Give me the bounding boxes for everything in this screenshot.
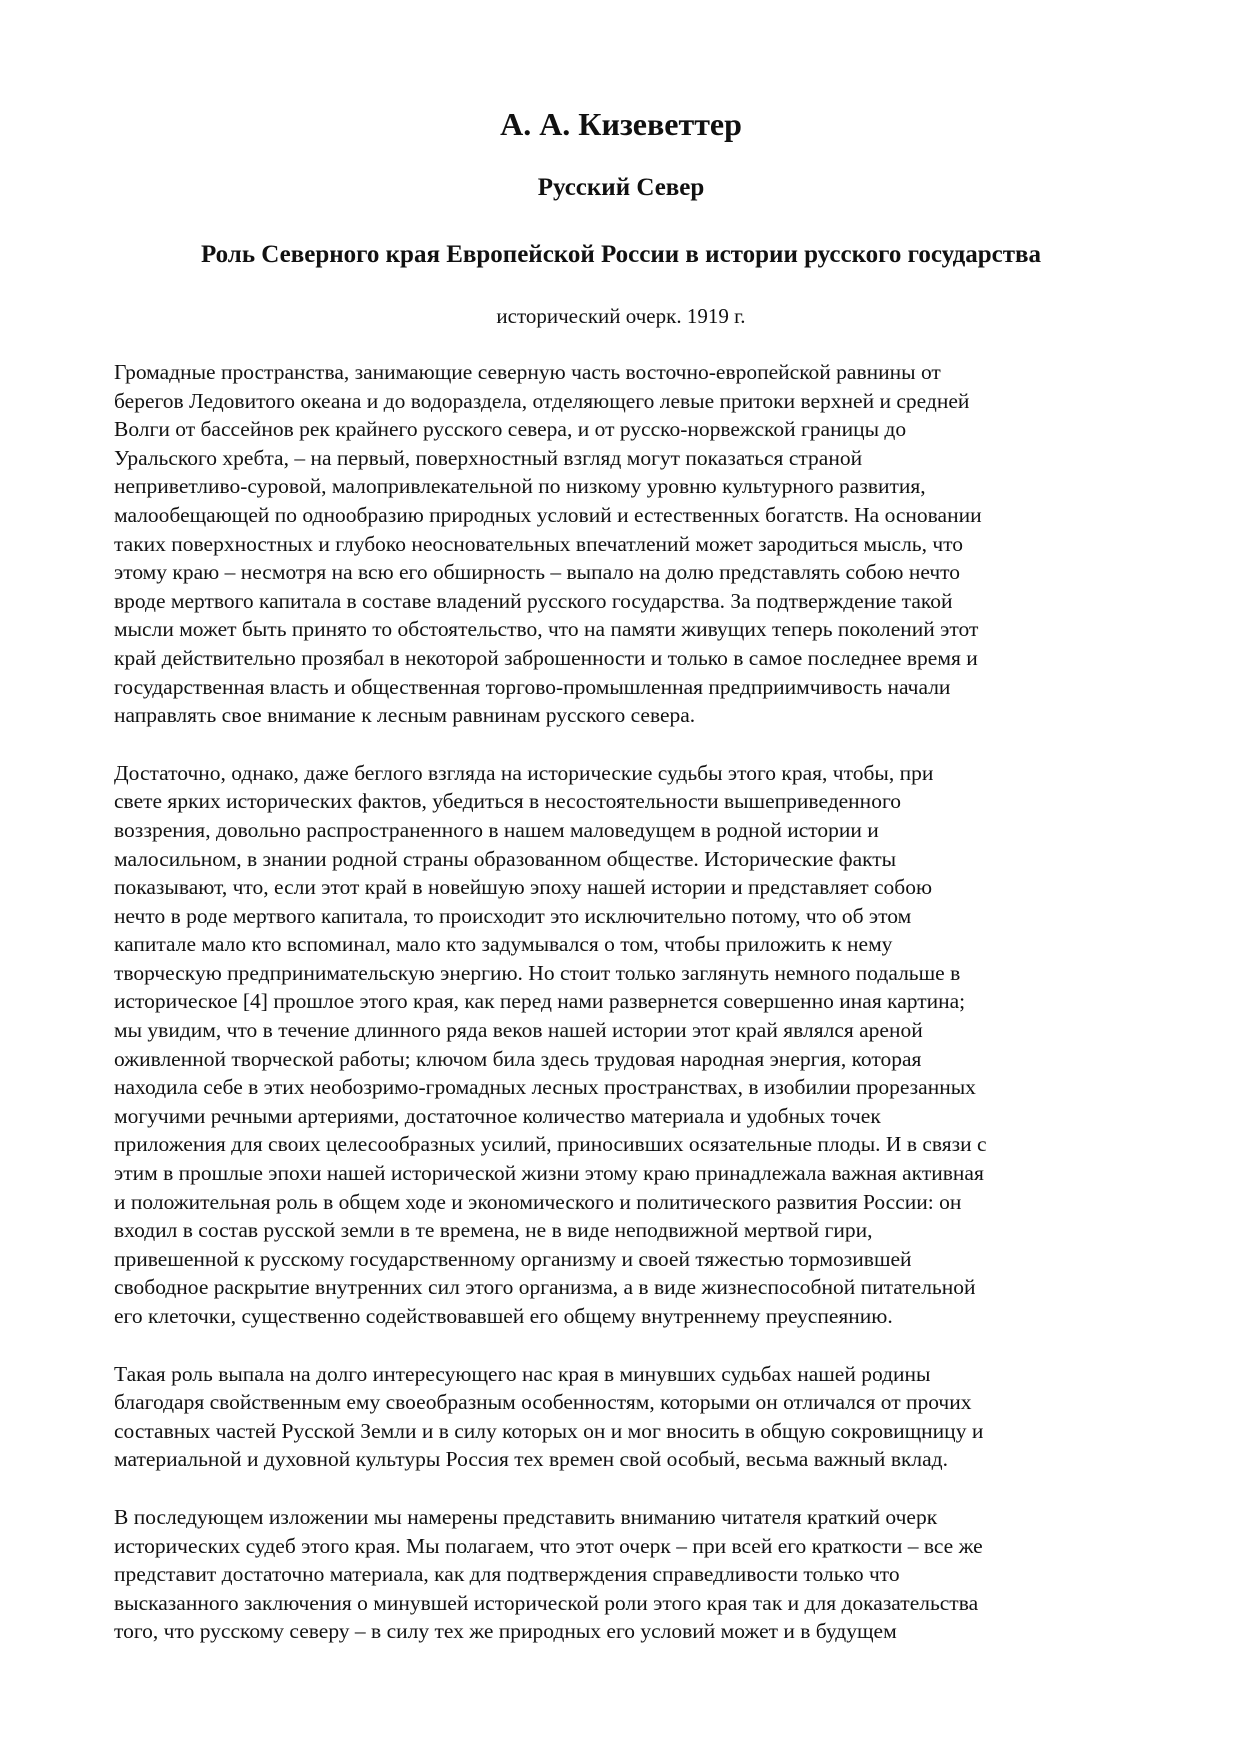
paragraph-line: свете ярких исторических фактов, убедиться в несостоятельности вышеприведенного [114, 789, 901, 814]
paragraph [114, 759, 1134, 1331]
paragraph-line: свободное раскрытие внутренних сил этого организма, а в виде жизнеспособной питательной [114, 1275, 976, 1300]
paragraph-line: вроде мертвого капитала в составе владений русского государства. За подтверждение такой [114, 588, 953, 613]
paragraph-line: этому краю – несмотря на всю его обширность – выпало на долю представлять собою нечто [114, 560, 961, 585]
paragraph-line: творческую предпринимательскую энергию. Но стоит только заглянуть немного подальше в [114, 960, 961, 985]
paragraph-line: государственная власть и общественная торгово-промышленная предприимчивость начали [114, 674, 951, 699]
paragraph-line: его клеточки, существенно содействовавшей его общему внутреннему преуспеянию. [114, 1304, 893, 1328]
paragraph-line: воззрения, довольно распространенного в нашем маловедущем в родной истории и [114, 817, 879, 842]
paragraph-line: неприветливо-суровой, малопривлекательной по низкому уровню культурного развития, [114, 474, 926, 499]
paragraph-line: составных частей Русской Земли и в силу которых он и мог вносить в общую сокровищницу и [114, 1418, 984, 1443]
paragraph-line: мы увидим, что в течение длинного ряда веков нашей истории этот край являлся ареной [114, 1018, 923, 1043]
paragraph-line: благодаря свойственным ему своеобразным особенностям, которыми он отличался от прочих [114, 1390, 972, 1415]
paragraph-line: материальной и духовной культуры Россия тех времен свой особый, весьма важный вклад. [114, 1447, 948, 1472]
dateline: исторический очерк. 1919 г. [496, 304, 746, 328]
paragraph-line: Громадные пространства, занимающие северную часть восточно-европейской равнины от [114, 360, 941, 384]
paragraph-line: Уральского хребта, – на первый, поверхностный взгляд могут показаться страной [114, 445, 863, 470]
paragraph-line: этим в прошлые эпохи нашей исторической жизни этому краю принадлежала важная активная [114, 1161, 984, 1186]
paragraph-line: край действительно прозябал в некоторой заброшенности и только в самое последнее время и [114, 645, 978, 670]
paragraph-line: таких поверхностных и глубоко неосновательных впечатлений может зародиться мысль, что [114, 531, 964, 556]
paragraph-line: В последующем изложении мы намерены представить вниманию читателя краткий очерк [114, 1504, 938, 1529]
paragraph-line: входил в состав русской земли в те времена, не в виде неподвижной мертвой гири, [114, 1218, 873, 1243]
paragraph-line: Достаточно, однако, даже беглого взгляда на исторические судьбы этого края, чтобы, при [114, 760, 934, 785]
paragraph-line: исторических судеб этого края. Мы полагаем, что этот очерк – при всей его краткости – все же [114, 1533, 983, 1558]
paragraph-line: мысли может быть принято то обстоятельство, что на памяти живущих теперь поколений этот [114, 617, 979, 642]
paragraph-line: малообещающей по однообразию природных условий и естественных богатств. На основании [114, 502, 982, 527]
title-heading: Русский Север [537, 174, 705, 201]
paragraph-line: показывают, что, если этот край в новейшую эпоху нашей истории и представляет собою [114, 875, 933, 900]
paragraph-line: привешенной к русскому государственному организму и своей тяжестью тормозившей [114, 1246, 912, 1271]
paragraph-line: того, что русскому северу – в силу тех же природных его условий может и в будущем [114, 1619, 897, 1644]
paragraph-line: направлять свое внимание к лесным равнинам русского севера. [114, 703, 696, 728]
paragraph-line: малосильном, в знании родной страны образованном обществе. Исторические факты [114, 846, 897, 871]
paragraph-line: находила себе в этих необозримо-громадных лесных пространствах, в изобилии прорезанных [114, 1075, 976, 1100]
body-text [114, 358, 1134, 1675]
paragraph-line: оживленной творческой работы; ключом била здесь трудовая народная энергия, которая [114, 1046, 922, 1071]
paragraph-line: представит достаточно материала, как для подтверждения справедливости только что [114, 1562, 900, 1587]
paragraph-line: могучими речными артериями, достаточное количество материала и удобных точек [114, 1103, 881, 1128]
paragraph-line: капитале мало кто вспоминал, мало кто задумывался о том, чтобы приложить к нему [114, 932, 893, 957]
author-heading: А. А. Кизеветтер [500, 106, 742, 142]
paragraph-line: Волги от бассейнов рек крайнего русского севера, и от русско-норвежской границы до [114, 417, 907, 442]
paragraph [114, 358, 1134, 730]
paragraph-line: и положительная роль в общем ходе и экономического и политического развития России: он [114, 1189, 962, 1214]
paragraph-line: берегов Ледовитого океана и до водораздела, отделяющего левые притоки верхней и средней [114, 388, 970, 413]
paragraph-line: Такая роль выпала на долго интересующего нас края в минувших судьбах нашей родины [114, 1361, 931, 1386]
paragraph-line: приложения для своих целесообразных усилий, приносивших осязательные плоды. И в связи с [114, 1132, 987, 1157]
paragraph-line: высказанного заключения о минувшей исторической роли этого края так и для доказательства [114, 1590, 979, 1615]
paragraph-line: историческое [4] прошлое этого края, как перед нами развернется совершенно иная картина; [114, 989, 966, 1014]
paragraph-line: нечто в роде мертвого капитала, то происходит это исключительно потому, что об этом [114, 903, 912, 928]
paragraph [114, 1503, 1134, 1646]
subtitle-heading: Роль Северного края Европейской России в истории русского государства [200, 241, 1041, 268]
paragraph [114, 1360, 1134, 1474]
